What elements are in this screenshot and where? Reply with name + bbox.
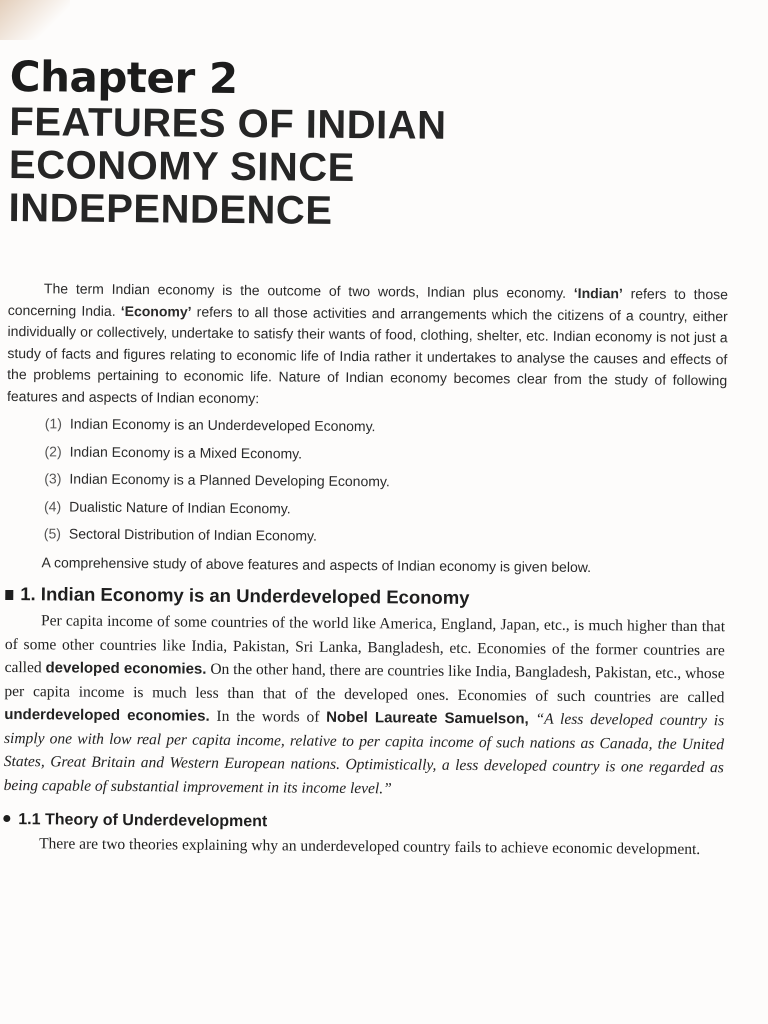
feature-text: Indian Economy is a Mixed Economy.: [69, 443, 303, 462]
feature-number: (4): [43, 497, 62, 515]
term-underdeveloped: underdeveloped economies.: [4, 706, 210, 725]
round-bullet-icon: [3, 815, 10, 822]
feature-number: (3): [44, 470, 62, 487]
closing-line: A comprehensive study of above features and aspects of Indian economy is given below.: [41, 553, 592, 575]
feature-number: (2): [44, 442, 62, 460]
section-heading: [5, 583, 725, 611]
feature-number: (1): [44, 415, 62, 432]
feature-text: Indian Economy is an Underdeveloped Economy.: [69, 415, 376, 435]
subsection-heading-text: 1.1 Theory of Underdevelopment: [18, 811, 268, 831]
subsection-paragraph: There are two theories explaining why an underdeveloped country fails to achieve economic development.: [39, 835, 701, 859]
term-indian: ‘Indian’: [573, 285, 623, 302]
section-heading-text: 1. Indian Economy is an Underdeveloped Economy: [20, 583, 470, 609]
term-samuelson: Nobel Laureate Samuelson,: [326, 708, 529, 728]
features-list: [6, 410, 727, 554]
section-paragraph: [4, 609, 726, 803]
term-economy: ‘Economy’: [120, 302, 192, 320]
subsection-heading: [3, 811, 723, 835]
term-developed: developed economies.: [45, 659, 207, 678]
samuelson-quote: “A less developed country is simply one with low real per capita income, relative to per capita income of such nations as Canada, the United States, Great Britain and Western European nations. Optimistically, a less developed country is one regarded as being capable of substantial improvement in its income level.”: [3, 710, 725, 797]
intro-text: refers to all those activities and arrangements which the citizens of a country, either individually or collectively, undertake to satisfy their wants of food, clothing, shelter, etc. Indian economy is not just a study of facts and figures relating to economic life of India rather it undertakes to analyse the causes and effects of the problems pertaining to economic life. Nature of Indian economy becomes clear from the study of following features and aspects of Indian economy:: [6, 303, 728, 406]
feature-text: Indian Economy is a Planned Developing Economy.: [69, 470, 390, 490]
chapter-label: Chapter 2: [9, 52, 238, 103]
feature-number: (5): [43, 525, 62, 542]
intro-text: refers to those concerning India.: [7, 285, 729, 319]
square-bullet-icon: [5, 590, 13, 600]
section-text: Per capita income of some countries of the world like America, England, Japan, etc., is much higher than that of some other countries like India, Pakistan, Sri Lanka, Bangladesh, etc. Economies of the former countries are called: [4, 612, 726, 677]
intro-paragraph: [7, 278, 728, 413]
intro-text: The term Indian economy is the outcome of two words, Indian plus economy.: [43, 280, 574, 302]
chapter-title-line: ECONOMY SINCE: [8, 143, 356, 191]
feature-text: Sectoral Distribution of Indian Economy.: [68, 525, 317, 544]
intro-section: [5, 278, 728, 579]
chapter-title-line: FEATURES OF INDIAN: [9, 100, 447, 148]
page-content: [3, 52, 730, 860]
section-text: In the words of: [209, 707, 327, 726]
section-text: On the other hand, there are countries like India, Bangladesh, Pakistan, etc., whose per capita income is much less than that of the developed ones. Economies of such countries are called: [4, 660, 725, 706]
feature-item: [44, 520, 726, 553]
feature-text: Dualistic Nature of Indian Economy.: [69, 498, 291, 517]
chapter-title: [8, 101, 729, 236]
chapter-title-line: INDEPENDENCE: [8, 186, 333, 233]
